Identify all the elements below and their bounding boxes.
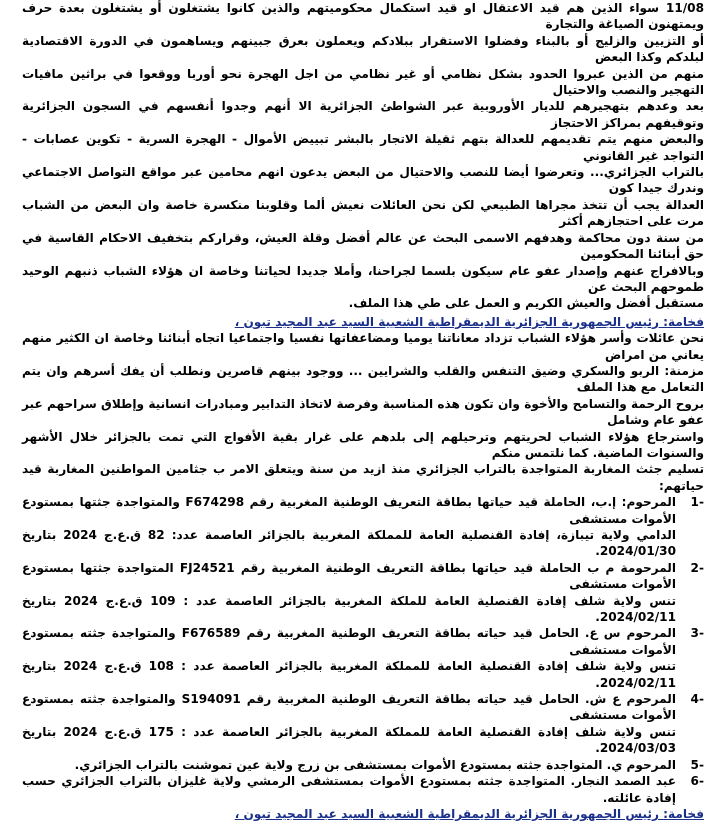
text-line: مستقبل أفضل والعيش الكريم و العمل على طي هذا الملف. [348, 296, 704, 311]
text-line: من سنة دون محاكمة وهدفهم الاسمى البحث عن عالم أفضل وقلة العيش، وقرارکم بتخفيف الاحكام القاسية في حق أبنائنا المحكومين [22, 230, 704, 262]
text-line: 11/08 سواء الذين هم قيد الاعتقال او قيد استكمال محكوميتهم والذين كانوا يشتغلون أو يشتغلون بعدة حرف ويمتهنون الصياغة والتجارة [22, 1, 704, 32]
item-line: المرحوم ع ش. الحامل قيد حياته بطاقة التعريف الوطنية المغربية رقم S194091 والمتواجدة جثته بمستودع الأموات مستشفى [22, 692, 676, 723]
list-item [22, 625, 704, 691]
item-line: الدامي ولاية تيبازة، إفادة القنصلية العامة للمملكة المغربية بالجزائر العاصمة عدد: 82 ق.ع.ج 2024 بتاريخ 2024/01/30. [22, 528, 676, 559]
text-line: بالتراب الجزائري... وتعرضوا أيضا للنصب والاحتيال من البعض يدعون انهم محامين عبر مواقع التواصل الاجتماعي وندرك جيدا كون [22, 165, 704, 196]
text-line: واسترجاع هؤلاء الشباب لحريتهم وترحيلهم إلى بلدهم على غرار بقية الأفواج التي تمت بالجزائر خلال الأشهر والسنوات الماضية. كما نلتمس منكم [22, 429, 704, 460]
item-line: المرحوم س ع. الحامل قيد حياته بطاقة التعريف الوطنية المغربية رقم F676589 والمتواجدة جثته بمستودع الأموات مستشفى [22, 626, 676, 657]
item-line: المرحوم: إ.ب، الحاملة قيد حياتها بطاقة التعريف الوطنية المغربية رقم F674298 والمتواجدة جثتها بمستودع الأموات مستشفى [22, 495, 676, 526]
text-line: والبعض منهم يتم تقديمهم للعدالة بتهم ثقيلة الاتجار بالبشر تبييض الأموال - الهجرة السرية - تكوين عصابات - التواجد غير القانوني [22, 132, 704, 163]
text-line: منهم من الذين عبروا الحدود بشكل نظامي أو غير نظامي من اجل الهجرة نحو أوربا ووقعوا في براثين مافيات التهجير والنصب والاحتيال [22, 66, 704, 98]
item-number: -2 [690, 560, 704, 575]
text-line: مزمنة: الربو والسكري وضيق التنفس والقلب والشرايين ... ووجود بينهم قاصرين ونطلب أن يفك أسرهم وان يتم التعامل مع هذا الملف [22, 363, 704, 395]
item-line: تنس ولاية شلف إفادة القنصلية العامة للملكة المغربية بالجزائر العاصمة عدد : 109 ق.ع.ج 2024 بتاريخ 2024/02/11. [22, 593, 676, 625]
text-line: وبالافراج عنهم وإصدار عفو عام سيكون بلسما لجراحنا، وأملا جديدا لحياتنا وخاصة ان هؤلاء الشباب ذنبهم الوحيد طموحهم البحث عن [22, 263, 704, 294]
item-number: -1 [690, 495, 704, 510]
salutation-heading: فخامة: رئيس الجمهورية الجزائرية الديمقراطية الشعبية السيد عبد المجيد تبون ، [234, 314, 704, 329]
list-item [22, 691, 704, 757]
item-number: -5 [690, 757, 704, 772]
text-line: بروح الرحمة والتسامح والأخوة وان تكون هذه المناسبة وفرصة لاتخاذ التدابير ومبادرات انسانية وإطلاق سراحهم عبر عفو عام وشامل [22, 396, 704, 428]
list-item [22, 773, 704, 806]
item-number: -4 [690, 692, 704, 707]
item-line: المرحوم ي. المتواجدة جثته بمستودع الأموات بمستشفى بن زرج ولاية عين تموشنت بالتراب الجزائري. [74, 757, 676, 772]
text-line: بعد وعدهم بتهجيرهم للديار الأوروبية عبر الشواطئ الجزائرية الا أنهم وجدوا أنفسهم في السجون الجزائرية وتوقيفهم بمراكز الاحتجاز [22, 99, 704, 130]
text-line: تسليم جثث المغاربة المتواجدة بالتراب الجزائري منذ ازيد من سنة ويتعلق الامر ب جثامين المواطنين المغاربة قيد حياتهم: [22, 462, 704, 493]
item-line: تنس ولاية شلف إفادة القنصلية العامة للمملكة المغربية بالجزائر العاصمة عدد : 108 ق.ع.ج 2024 بتاريخ 2024/02/11. [22, 659, 676, 690]
item-number: -6 [690, 774, 704, 789]
text-line: أو التزيين والزليج أو بالبناء وفضلوا الاستقرار ببلادكم ويعملون بعرق جبينهم ويساهمون في الدورة الاقتصادية لبلدكم وكذا البعض [22, 33, 704, 65]
deceased-list [22, 494, 704, 806]
intro-paragraph [22, 0, 704, 312]
text-line: العدالة يجب أن تتخذ مجراها الطبيعي لكن نحن العائلات نعيش ألما وقلوبنا منكسرة خاصة وان البعض من الشباب مرت على احتجازهم أكثر [22, 197, 704, 229]
item-line: المرحومة م ب الحاملة قيد حياتها بطاقة التعريف الوطنية المغربية رقم FJ24521 المتواجدة جثتها بمستودع الأموات مستشفى [22, 560, 676, 592]
text-line: نحن عائلات وأسر هؤلاء الشباب تزداد معاناتنا يوميا ومضاعفاتها نفسيا واجتماعيا اتجاه أبنائنا وخاصة ان الكثير منهم يعاني من امراض [22, 331, 704, 362]
list-item [22, 494, 704, 560]
item-number: -3 [690, 626, 704, 641]
list-item [22, 757, 704, 773]
item-line: عبد الصمد النجار. المتواجدة جثته بمستودع الأموات بمستشفى الرمشي ولاية غليزان بالتراب الجزائري حسب إفادة عائلته. [22, 774, 676, 805]
list-item [22, 560, 704, 626]
salutation-heading: فخامة: رئيس الجمهورية الجزائرية الديمقراطية الشعبية السيد عبد المجيد تبون ، [234, 806, 704, 821]
item-line: تنس ولاية شلف إفادة القنصلية العامة للمملكة المغربية بالجزائر العاصمة عدد : 175 ق.ع.ج 2024 بتاريخ 2024/03/03. [22, 724, 676, 756]
